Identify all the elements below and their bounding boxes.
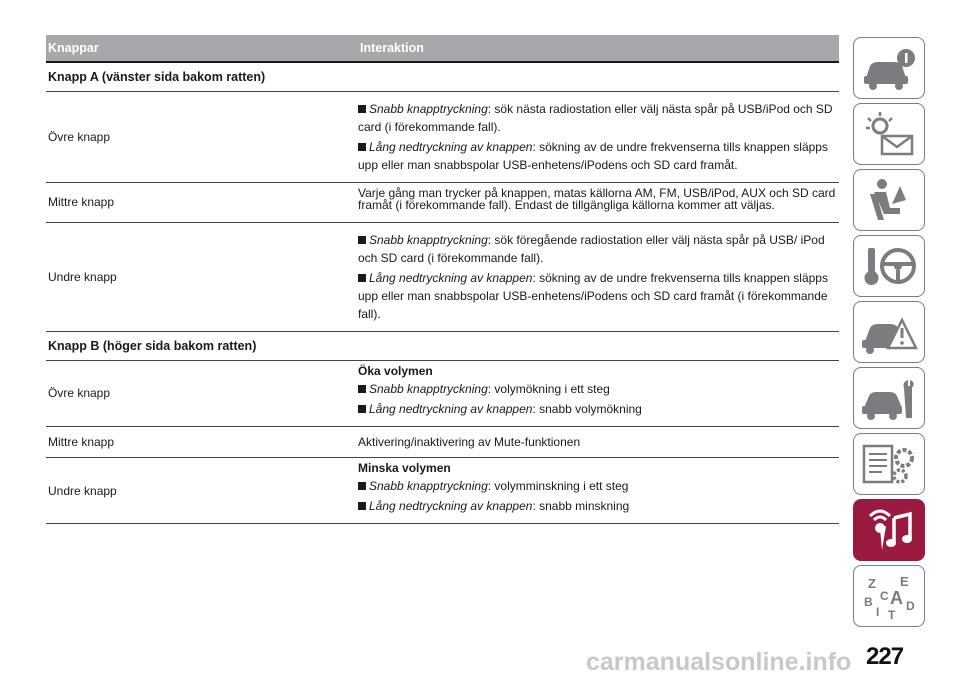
table-row xyxy=(46,223,839,332)
row-content: Aktivering/inaktivering av Mute-funktionen xyxy=(358,435,581,450)
index-letter: D xyxy=(906,599,915,613)
row-label: Undre knapp xyxy=(48,483,117,498)
table-row xyxy=(46,183,839,223)
bullet-item: Lång nedtryckning av knappen: sökning av de undre frekvenserna tills knappen släpps upp eller man snabbspolar USB-enhetens/iPodens och SD card framåt (i förekommande fall). xyxy=(358,270,828,321)
index-letter: I xyxy=(876,605,880,619)
square-bullet-icon xyxy=(358,274,366,282)
square-bullet-icon xyxy=(358,482,366,490)
row-content xyxy=(346,223,839,331)
key-steering-wheel-icon xyxy=(860,242,918,290)
row-label: Övre knapp xyxy=(48,386,111,401)
bullet-item: Lång nedtryckning av knappen: snabb minskning xyxy=(358,497,839,515)
bullet-item: Snabb knapptryckning: volymökning i ett steg xyxy=(358,380,839,398)
row-subheading: Öka volymen xyxy=(358,363,433,378)
square-bullet-icon xyxy=(358,502,366,510)
bullet-item: Snabb knapptryckning: sök föregående radiostation eller välj nästa spår på USB/ iPod och SD card (i förekommande fall). xyxy=(358,232,825,265)
index-letter: A xyxy=(890,588,903,608)
row-subheading: Minska volymen xyxy=(358,461,451,476)
section-b-title: Knapp B (höger sida bakom ratten) xyxy=(46,332,839,361)
tab-warning-lights[interactable] xyxy=(853,103,925,165)
car-info-icon xyxy=(860,44,918,92)
row-content: Varje gång man trycker på knappen, matas källorna AM, FM, USB/iPod, AUX och SD card framåt (i förekommande fall). Endast de tillgängliga källorna kommer att väljas. xyxy=(358,185,836,213)
row-label: Mittre knapp xyxy=(48,435,115,450)
row-content xyxy=(346,458,839,523)
tab-emergency[interactable] xyxy=(853,301,925,363)
tab-servicing[interactable] xyxy=(853,367,925,429)
row-label: Övre knapp xyxy=(48,129,111,144)
row-label: Mittre knapp xyxy=(48,195,115,210)
specs-gear-icon xyxy=(860,440,918,488)
tab-index[interactable] xyxy=(853,565,925,627)
tab-specifications[interactable] xyxy=(853,433,925,495)
car-breakdown-icon xyxy=(860,308,918,356)
button-interaction-table xyxy=(46,35,839,524)
page-number: 227 xyxy=(866,643,904,670)
tab-starting-driving[interactable] xyxy=(853,235,925,297)
row-content xyxy=(346,361,839,426)
table-row xyxy=(46,458,839,524)
alphabetical-index-icon xyxy=(860,572,918,620)
seat-airbag-icon xyxy=(860,176,918,224)
row-content xyxy=(346,92,839,182)
car-service-wrench-icon xyxy=(860,374,918,422)
tab-car-info[interactable] xyxy=(853,37,925,99)
index-letter: B xyxy=(864,595,873,609)
header-interaction: Interaktion xyxy=(360,40,424,55)
square-bullet-icon xyxy=(358,405,366,413)
index-letter: C xyxy=(880,589,889,603)
square-bullet-icon xyxy=(358,236,366,244)
bullet-item: Lång nedtryckning av knappen: sökning av de undre frekvenserna tills knappen släpps upp eller man snabbspolar USB-enhetens/iPodens och SD card framåt. xyxy=(358,139,828,172)
index-letter: T xyxy=(888,608,896,620)
table-row xyxy=(46,361,839,427)
table-row xyxy=(46,92,839,183)
tab-safety[interactable] xyxy=(853,169,925,231)
table-header xyxy=(46,35,839,63)
bullet-item: Lång nedtryckning av knappen: snabb volymökning xyxy=(358,400,839,418)
multimedia-music-icon xyxy=(860,506,918,554)
index-letter: Z xyxy=(868,576,876,591)
index-letter: E xyxy=(900,574,909,589)
watermark: carmanualsonline.info xyxy=(586,648,852,676)
section-a-title: Knapp A (vänster sida bakom ratten) xyxy=(46,63,839,92)
header-buttons: Knappar xyxy=(48,40,99,55)
square-bullet-icon xyxy=(358,105,366,113)
row-label: Undre knapp xyxy=(48,269,117,284)
table-row xyxy=(46,427,839,458)
square-bullet-icon xyxy=(358,385,366,393)
bullet-item: Snabb knapptryckning: sök nästa radiostation eller välj nästa spår på USB/iPod och SD card (i förekommande fall). xyxy=(358,101,833,134)
bullet-item: Snabb knapptryckning: volymminskning i ett steg xyxy=(358,477,839,495)
warning-lights-mail-icon xyxy=(860,110,918,158)
chapter-sidebar xyxy=(853,37,925,631)
square-bullet-icon xyxy=(358,143,366,151)
tab-multimedia[interactable] xyxy=(853,499,925,561)
